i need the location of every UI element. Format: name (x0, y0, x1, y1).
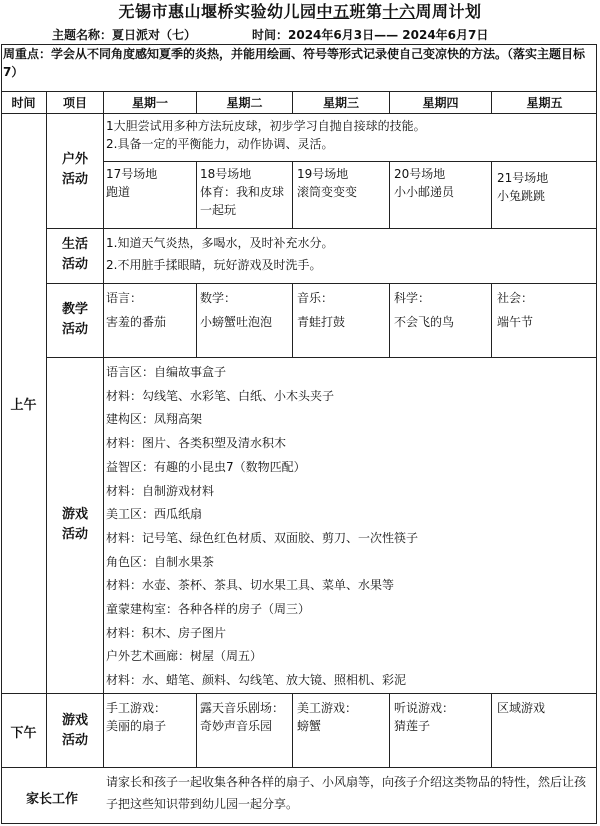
parent-work-text: 请家长和孩子一起收集各种各样的扇子、小风扇等，向孩子介绍这类物品的特性，然后让孩子把这些知识带到幼儿园一起分享。 (106, 775, 587, 811)
game-area: 童蒙建构室：各种各样的房子（周三） (106, 602, 311, 617)
game-area: 户外艺术画廊：树屋（周五） (106, 649, 263, 664)
afternoon-game-name: 美丽的扇子 (106, 719, 167, 733)
games-content (106, 361, 594, 693)
life-item: 2.不用脏手揉眼睛，玩好游戏及时洗手。 (106, 258, 322, 272)
rule (196, 693, 197, 768)
theme-name: 主题名称：夏日派对（七） (52, 28, 197, 42)
afternoon-friday (497, 699, 595, 717)
life-item: 1.知道天气炎热，多喝水，及时补充水分。 (106, 236, 334, 250)
teaching-label: 教学 活动 (61, 302, 88, 337)
rule (292, 161, 293, 229)
rule (196, 283, 197, 358)
outdoor-thursday (394, 165, 489, 201)
rule (389, 161, 390, 229)
title-prefix: 无锡市惠山堰桥实验幼儿园 (118, 2, 317, 21)
outdoor-friday (497, 169, 595, 205)
teaching-friday (497, 289, 595, 331)
teaching-subject: 科学： (394, 291, 431, 305)
rule (389, 693, 390, 768)
afternoon-game-type: 美工游戏： (297, 701, 358, 715)
rule (491, 283, 492, 358)
afternoon-tuesday (200, 699, 290, 735)
afternoon-game-type: 露天音乐剧场： (200, 701, 285, 715)
rule (1, 767, 597, 768)
rule (46, 91, 47, 768)
teaching-topic: 小螃蟹吐泡泡 (200, 315, 273, 329)
outdoor-goals (106, 117, 594, 153)
time-range: 时间：2024年6月3日—— 2024年6月7日 (252, 28, 489, 42)
game-material: 材料：水壶、茶杯、茶具、切水果工具、菜单、水果等 (106, 578, 395, 593)
rule (1, 113, 597, 114)
teaching-monday (106, 289, 194, 331)
rule (103, 161, 597, 162)
outdoor-activity: 跑道 (106, 185, 131, 199)
page-title (0, 0, 600, 24)
header-thursday: 星期四 (422, 96, 459, 110)
rule (46, 228, 597, 229)
afternoon-game-name: 奇妙声音乐园 (200, 719, 273, 733)
rule (292, 693, 293, 768)
outdoor-place: 21号场地 (497, 171, 549, 185)
outdoor-tuesday (200, 165, 290, 219)
afternoon-game-type: 手工游戏： (106, 701, 167, 715)
game-material: 材料：积木、房子图片 (106, 625, 227, 640)
outdoor-goal: 2.具备一定的平衡能力，动作协调、灵活。 (106, 137, 334, 151)
teaching-topic: 不会飞的鸟 (394, 315, 455, 329)
game-material: 材料：勾线笔、水彩笔、白纸、小木头夹子 (106, 388, 335, 403)
plan-meta (0, 26, 600, 44)
afternoon-game-type: 听说游戏： (394, 701, 455, 715)
rule (196, 161, 197, 229)
teaching-subject: 数学： (200, 291, 237, 305)
title-suffix2: 周周计划 (415, 2, 482, 21)
rule (46, 357, 597, 358)
afternoon-thursday (394, 699, 489, 735)
game-area: 益智区：有趣的小昆虫7（数物匹配） (106, 459, 306, 474)
afternoon-game-name: 螃蟹 (297, 719, 322, 733)
teaching-thursday (394, 289, 489, 331)
outdoor-place: 19号场地 (297, 167, 349, 181)
teaching-tuesday (200, 289, 290, 331)
game-material: 材料：记号笔、绿色红色材质、双面胶、剪刀、一次性筷子 (106, 530, 419, 545)
games-label: 游戏 活动 (61, 507, 88, 542)
teaching-subject: 音乐： (297, 291, 334, 305)
header-friday: 星期五 (526, 96, 563, 110)
teaching-topic: 害羞的番茄 (106, 315, 167, 329)
rule (1, 91, 597, 92)
teaching-subject: 社会： (497, 291, 534, 305)
teaching-wednesday (297, 289, 387, 331)
life-label: 生活 活动 (61, 237, 88, 272)
game-area: 建构区：凤翔高架 (106, 412, 203, 427)
afternoon-game-name: 猜莲子 (394, 719, 431, 733)
afternoon-monday (106, 699, 194, 735)
afternoon-games-label: 游戏 活动 (61, 713, 88, 748)
title-class: 中五 (316, 2, 350, 21)
game-area: 角色区：自制水果茶 (106, 554, 215, 569)
period-morning: 上午 (10, 398, 37, 413)
outdoor-goal: 1大胆尝试用多种方法玩皮球，初步学习自抛自接球的技能。 (106, 119, 426, 133)
outdoor-place: 17号场地 (106, 167, 158, 181)
outdoor-activity: 滚筒变变变 (297, 185, 358, 199)
life-content (106, 234, 594, 274)
period-afternoon: 下午 (10, 726, 37, 741)
rule (491, 693, 492, 768)
header-tuesday: 星期二 (226, 96, 263, 110)
parent-work-label: 家长工作 (25, 792, 78, 807)
afternoon-wednesday (297, 699, 387, 735)
rule (46, 283, 597, 284)
rule (103, 91, 104, 768)
rule (491, 161, 492, 229)
outdoor-monday (106, 165, 194, 201)
header-monday: 星期一 (131, 96, 168, 110)
teaching-topic: 青蛙打鼓 (297, 315, 346, 329)
title-suffix1: 班第 (349, 2, 383, 21)
header-time: 时间 (11, 96, 36, 110)
outdoor-place: 18号场地 (200, 167, 252, 181)
header-item: 项目 (62, 96, 87, 110)
outdoor-place: 20号场地 (394, 167, 446, 181)
header-wednesday: 星期三 (322, 96, 359, 110)
game-area: 语言区：自编故事盒子 (106, 365, 227, 379)
outdoor-wednesday (297, 165, 387, 201)
rule (292, 283, 293, 358)
rule (1, 693, 597, 694)
game-material: 材料：图片、各类积塑及清水积木 (106, 436, 287, 451)
afternoon-game-type: 区域游戏 (497, 701, 546, 715)
game-area: 美工区：西瓜纸扇 (106, 507, 203, 522)
weekly-focus: 周重点：学会从不同角度感知夏季的炎热，并能用绘画、符号等形式记录使自己变凉快的方法。（落实主题目标7） (3, 47, 586, 79)
outdoor-label: 户外 活动 (61, 152, 88, 187)
teaching-subject: 语言： (106, 291, 143, 305)
teaching-topic: 端午节 (497, 315, 534, 329)
outdoor-activity: 小小邮递员 (394, 185, 455, 199)
outdoor-activity: 体育：我和皮球一起玩 (200, 185, 285, 217)
outdoor-activity: 小兔跳跳 (497, 189, 546, 203)
rule (389, 283, 390, 358)
title-week: 十六 (382, 2, 416, 21)
game-material: 材料：水、蜡笔、颜料、勾线笔、放大镜、照相机、彩泥 (106, 673, 407, 688)
game-material: 材料：自制游戏材料 (106, 483, 215, 498)
